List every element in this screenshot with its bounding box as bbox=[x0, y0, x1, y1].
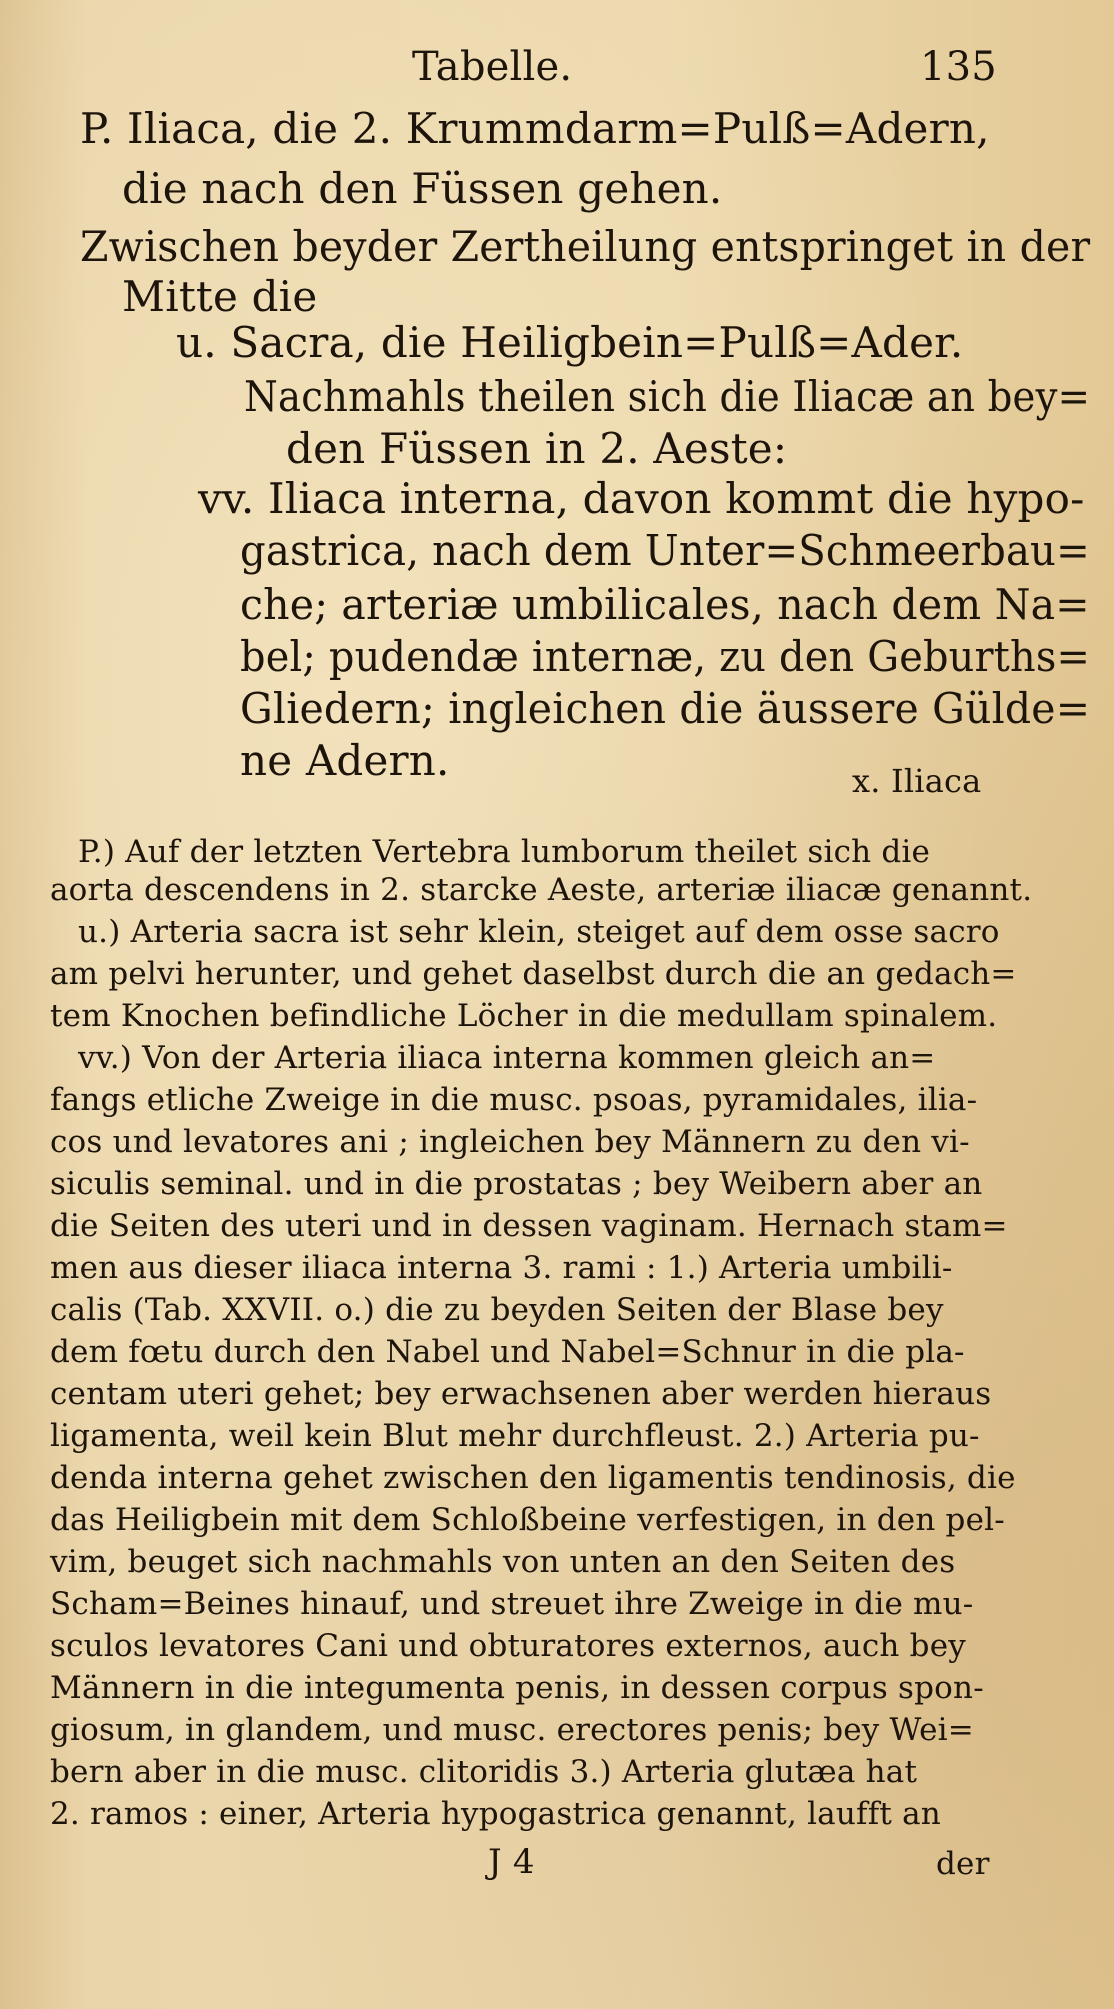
commentary-line: am pelvi herunter, und gehet daselbst durch die an gedach= bbox=[50, 956, 1017, 992]
commentary-line: dem fœtu durch den Nabel und Nabel=Schnur in die pla- bbox=[50, 1334, 965, 1370]
commentary-line: denda interna gehet zwischen den ligamentis tendinosis, die bbox=[50, 1460, 1016, 1496]
commentary-line: sculos levatores Cani und obturatores externos, auch bey bbox=[50, 1628, 966, 1664]
commentary-line: calis (Tab. XXVII. o.) die zu beyden Seiten der Blase bey bbox=[50, 1292, 944, 1328]
commentary-line: siculis seminal. und in die prostatas ; bey Weibern aber an bbox=[50, 1166, 983, 1202]
table-line: ne Adern. bbox=[240, 736, 450, 785]
table-line: che; arteriæ umbilicales, nach dem Na= bbox=[240, 580, 1090, 629]
catchword-upper: x. Iliaca bbox=[852, 762, 982, 800]
page-number: 135 bbox=[920, 44, 997, 90]
commentary-line: cos und levatores ani ; ingleichen bey Männern zu den vi- bbox=[50, 1124, 970, 1160]
commentary-line: Männern in die integumenta penis, in dessen corpus spon- bbox=[50, 1670, 984, 1706]
commentary-line: P.) Auf der letzten Vertebra lumborum theilet sich die bbox=[78, 834, 931, 870]
running-title: Tabelle. bbox=[412, 44, 573, 90]
commentary-line: tem Knochen befindliche Löcher in die medullam spinalem. bbox=[50, 998, 998, 1034]
commentary-line: aorta descendens in 2. starcke Aeste, arteriæ iliacæ genannt. bbox=[50, 872, 1033, 908]
commentary-line: bern aber in die musc. clitoridis 3.) Arteria glutæa hat bbox=[50, 1754, 918, 1790]
table-line: vv. Iliaca interna, davon kommt die hypo- bbox=[198, 474, 1085, 523]
commentary-line: Scham=Beines hinauf, und streuet ihre Zweige in die mu- bbox=[50, 1586, 974, 1622]
signature-mark: J 4 bbox=[488, 1842, 535, 1882]
commentary-line: das Heiligbein mit dem Schloßbeine verfestigen, in den pel- bbox=[50, 1502, 1005, 1538]
catchword-lower: der bbox=[936, 1846, 990, 1882]
table-line: gastrica, nach dem Unter=Schmeerbau= bbox=[240, 526, 1090, 575]
table-line: die nach den Füssen gehen. bbox=[122, 164, 723, 213]
commentary-line: vim, beuget sich nachmahls von unten an den Seiten des bbox=[50, 1544, 956, 1580]
table-line: Zwischen beyder Zertheilung entspringet in der bbox=[80, 222, 1091, 271]
table-line: Gliedern; ingleichen die äussere Gülde= bbox=[240, 684, 1091, 733]
table-line: bel; pudendæ internæ, zu den Geburths= bbox=[240, 632, 1091, 681]
commentary-line: ligamenta, weil kein Blut mehr durchfleust. 2.) Arteria pu- bbox=[50, 1418, 980, 1454]
commentary-line: giosum, in glandem, und musc. erectores penis; bey Wei= bbox=[50, 1712, 974, 1748]
table-line: P. Iliaca, die 2. Krummdarm=Pulß=Adern, bbox=[80, 104, 990, 153]
table-line: Nachmahls theilen sich die Iliacæ an bey= bbox=[244, 372, 1091, 421]
table-line: den Füssen in 2. Aeste: bbox=[286, 424, 788, 473]
commentary-line: centam uteri gehet; bey erwachsenen aber werden hieraus bbox=[50, 1376, 992, 1412]
commentary-line: fangs etliche Zweige in die musc. psoas, pyramidales, ilia- bbox=[50, 1082, 978, 1118]
table-line: Mitte die bbox=[122, 272, 318, 321]
commentary-line: 2. ramos : einer, Arteria hypogastrica genannt, laufft an bbox=[50, 1796, 941, 1832]
commentary-line: men aus dieser iliaca interna 3. rami : 1.) Arteria umbili- bbox=[50, 1250, 953, 1286]
commentary-line: u.) Arteria sacra ist sehr klein, steiget auf dem osse sacro bbox=[78, 914, 1000, 950]
table-line: u. Sacra, die Heiligbein=Pulß=Ader. bbox=[176, 318, 964, 367]
commentary-line: vv.) Von der Arteria iliaca interna kommen gleich an= bbox=[78, 1040, 936, 1076]
commentary-line: die Seiten des uteri und in dessen vaginam. Hernach stam= bbox=[50, 1208, 1008, 1244]
